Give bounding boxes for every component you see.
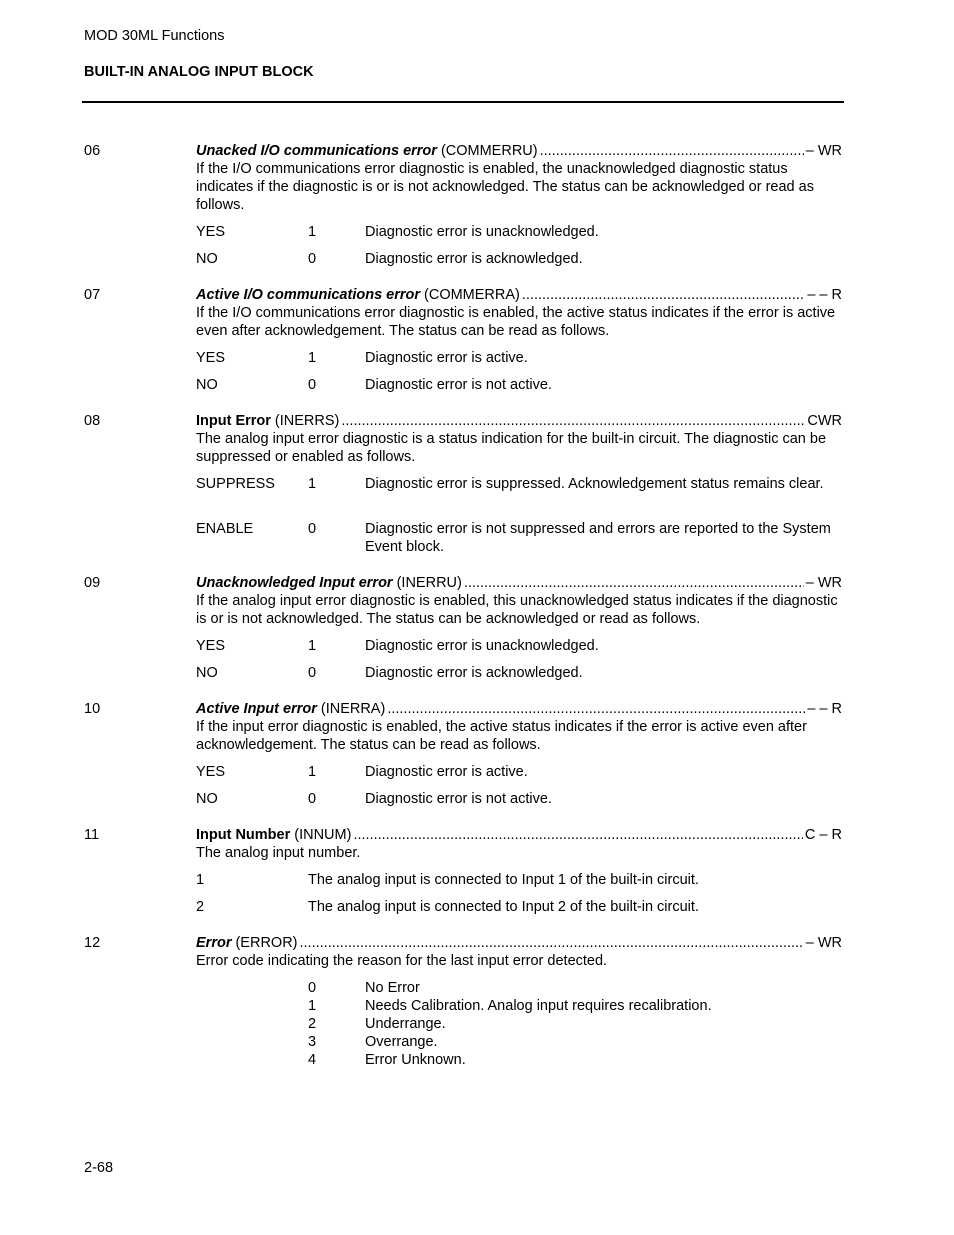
- option-row: [0, 349, 954, 367]
- dot-leader: [522, 286, 805, 304]
- option-value: 1: [308, 638, 317, 654]
- error-code-row: [0, 1033, 954, 1051]
- error-code-row: [0, 979, 954, 997]
- error-code-value: 2: [308, 1016, 317, 1032]
- error-code-description: Needs Calibration. Analog input requires recalibration.: [365, 998, 712, 1014]
- page-number: 2-68: [84, 1160, 114, 1176]
- option-description: The analog input is connected to Input 1 of the built-in circuit.: [308, 872, 699, 888]
- option-label: YES: [196, 764, 226, 780]
- option-label: YES: [196, 224, 226, 240]
- parameter-access-code: – – R: [807, 287, 842, 303]
- option-row: [0, 475, 954, 511]
- option-label: SUPPRESS: [196, 476, 275, 492]
- option-description: Diagnostic error is acknowledged.: [365, 665, 583, 681]
- option-row: [0, 664, 954, 682]
- parameter-name: Input Error: [196, 413, 271, 429]
- parameter-access-code: – WR: [805, 575, 842, 591]
- parameter-name: Input Number: [196, 827, 291, 843]
- option-description: Diagnostic error is unacknowledged.: [365, 638, 599, 654]
- option-label: NO: [196, 791, 218, 807]
- option-value: 0: [308, 521, 317, 537]
- parameter-description: Error code indicating the reason for the last input error detected.: [196, 953, 608, 969]
- error-code-description: Error Unknown.: [365, 1052, 466, 1068]
- header-rule: [82, 101, 844, 103]
- option-description: Diagnostic error is not suppressed and errors are reported to the System Event block.: [365, 521, 831, 555]
- error-code-description: Overrange.: [365, 1034, 438, 1050]
- option-value: 1: [308, 764, 317, 780]
- parameter-mnemonic: (INERRU): [396, 575, 462, 591]
- parameter-access-code: – WR: [805, 143, 842, 159]
- parameter-description: If the input error diagnostic is enabled, the active status indicates if the error is active even after acknowledgement. The status can be read as follows.: [196, 719, 807, 753]
- error-code-row: [0, 1051, 954, 1069]
- parameter-entry: [0, 286, 954, 394]
- option-value: 1: [308, 476, 317, 492]
- dot-leader: [300, 934, 804, 952]
- parameter-description: The analog input error diagnostic is a status indication for the built-in circuit. The diagnostic can be suppressed or enabled as follows.: [196, 431, 827, 465]
- parameter-title-line: [196, 286, 842, 304]
- option-description: The analog input is connected to Input 2 of the built-in circuit.: [308, 899, 699, 915]
- parameter-access-code: – – R: [807, 701, 842, 717]
- option-row: [0, 871, 954, 889]
- dot-leader: [464, 574, 804, 592]
- error-code-value: 3: [308, 1034, 317, 1050]
- parameter-title-line: [196, 142, 842, 160]
- parameter-mnemonic: (INERRA): [320, 701, 386, 717]
- error-code-list: [0, 979, 954, 1069]
- parameter-entry: [0, 574, 954, 682]
- parameter-description: If the I/O communications error diagnostic is enabled, the unacknowledged diagnostic status indicates if the diagnostic is or is not acknowledged. The status can be acknowledged or read as follows.: [196, 161, 814, 213]
- parameter-name: Active I/O communications error: [196, 287, 421, 303]
- error-code-value: 1: [308, 998, 317, 1014]
- option-label: 1: [196, 872, 205, 888]
- parameter-number: 10: [84, 701, 101, 717]
- option-label: NO: [196, 251, 218, 267]
- parameter-number: 09: [84, 575, 101, 591]
- option-description: Diagnostic error is suppressed. Acknowledgement status remains clear.: [365, 476, 824, 492]
- error-code-description: No Error: [365, 980, 420, 996]
- parameter-description: If the I/O communications error diagnostic is enabled, the active status indicates if the error is active even after acknowledgement. The status can be read as follows.: [196, 305, 836, 339]
- parameter-entry: [0, 934, 954, 1069]
- parameter-title-line: [196, 700, 842, 718]
- parameter-number: 11: [84, 827, 100, 843]
- dot-leader: [540, 142, 804, 160]
- option-label: NO: [196, 377, 218, 393]
- parameter-entry: [0, 700, 954, 808]
- parameter-name: Error: [196, 935, 232, 951]
- error-code-row: [0, 997, 954, 1015]
- option-label: NO: [196, 665, 218, 681]
- option-description: Diagnostic error is active.: [365, 350, 528, 366]
- option-row: [0, 223, 954, 241]
- option-row: [0, 520, 954, 556]
- option-row: [0, 790, 954, 808]
- option-label: ENABLE: [196, 521, 254, 537]
- option-value: 0: [308, 377, 317, 393]
- error-code-value: 0: [308, 980, 317, 996]
- parameter-name: Unacknowledged Input error: [196, 575, 393, 591]
- parameter-entry: [0, 826, 954, 916]
- error-code-description: Underrange.: [365, 1016, 446, 1032]
- option-row: [0, 763, 954, 781]
- parameter-description: The analog input number.: [196, 845, 361, 861]
- parameter-entry: [0, 412, 954, 556]
- parameter-entry: [0, 142, 954, 268]
- parameter-mnemonic: (ERROR): [235, 935, 298, 951]
- parameter-number: 06: [84, 143, 101, 159]
- option-value: 1: [308, 350, 317, 366]
- parameter-mnemonic: (INNUM): [294, 827, 352, 843]
- parameter-name: Active Input error: [196, 701, 317, 717]
- option-value: 0: [308, 791, 317, 807]
- option-label: YES: [196, 638, 226, 654]
- section-heading: BUILT-IN ANALOG INPUT BLOCK: [84, 64, 314, 80]
- parameter-mnemonic: (COMMERRU): [440, 143, 538, 159]
- parameter-number: 07: [84, 287, 101, 303]
- parameter-mnemonic: (INERRS): [274, 413, 340, 429]
- option-description: Diagnostic error is not active.: [365, 791, 552, 807]
- parameter-mnemonic: (COMMERRA): [424, 287, 520, 303]
- option-row: [0, 637, 954, 655]
- error-code-row: [0, 1015, 954, 1033]
- dot-leader: [387, 700, 805, 718]
- option-label: YES: [196, 350, 226, 366]
- parameter-name: Unacked I/O communications error: [196, 143, 437, 159]
- parameter-title-line: [196, 934, 842, 952]
- parameter-description: If the analog input error diagnostic is enabled, this unacknowledged status indicates if the diagnostic is or is not acknowledged. The status can be acknowledged or read as follows.: [196, 593, 838, 627]
- parameter-access-code: – WR: [805, 935, 842, 951]
- option-row: [0, 250, 954, 268]
- error-code-value: 4: [308, 1052, 317, 1068]
- option-description: Diagnostic error is unacknowledged.: [365, 224, 599, 240]
- option-row: [0, 376, 954, 394]
- parameter-title-line: [196, 412, 842, 430]
- option-row: [0, 898, 954, 916]
- parameter-number: 08: [84, 413, 101, 429]
- dot-leader: [341, 412, 805, 430]
- dot-leader: [353, 826, 802, 844]
- option-value: 0: [308, 251, 317, 267]
- document-header-title: MOD 30ML Functions: [84, 28, 225, 44]
- option-description: Diagnostic error is acknowledged.: [365, 251, 583, 267]
- parameter-access-code: CWR: [807, 413, 842, 429]
- parameter-number: 12: [84, 935, 101, 951]
- parameter-list: [0, 142, 954, 1087]
- parameter-access-code: C – R: [804, 827, 842, 843]
- option-value: 1: [308, 224, 317, 240]
- parameter-title-line: [196, 826, 842, 844]
- option-label: 2: [196, 899, 205, 915]
- parameter-title-line: [196, 574, 842, 592]
- option-value: 0: [308, 665, 317, 681]
- option-description: Diagnostic error is active.: [365, 764, 528, 780]
- option-description: Diagnostic error is not active.: [365, 377, 552, 393]
